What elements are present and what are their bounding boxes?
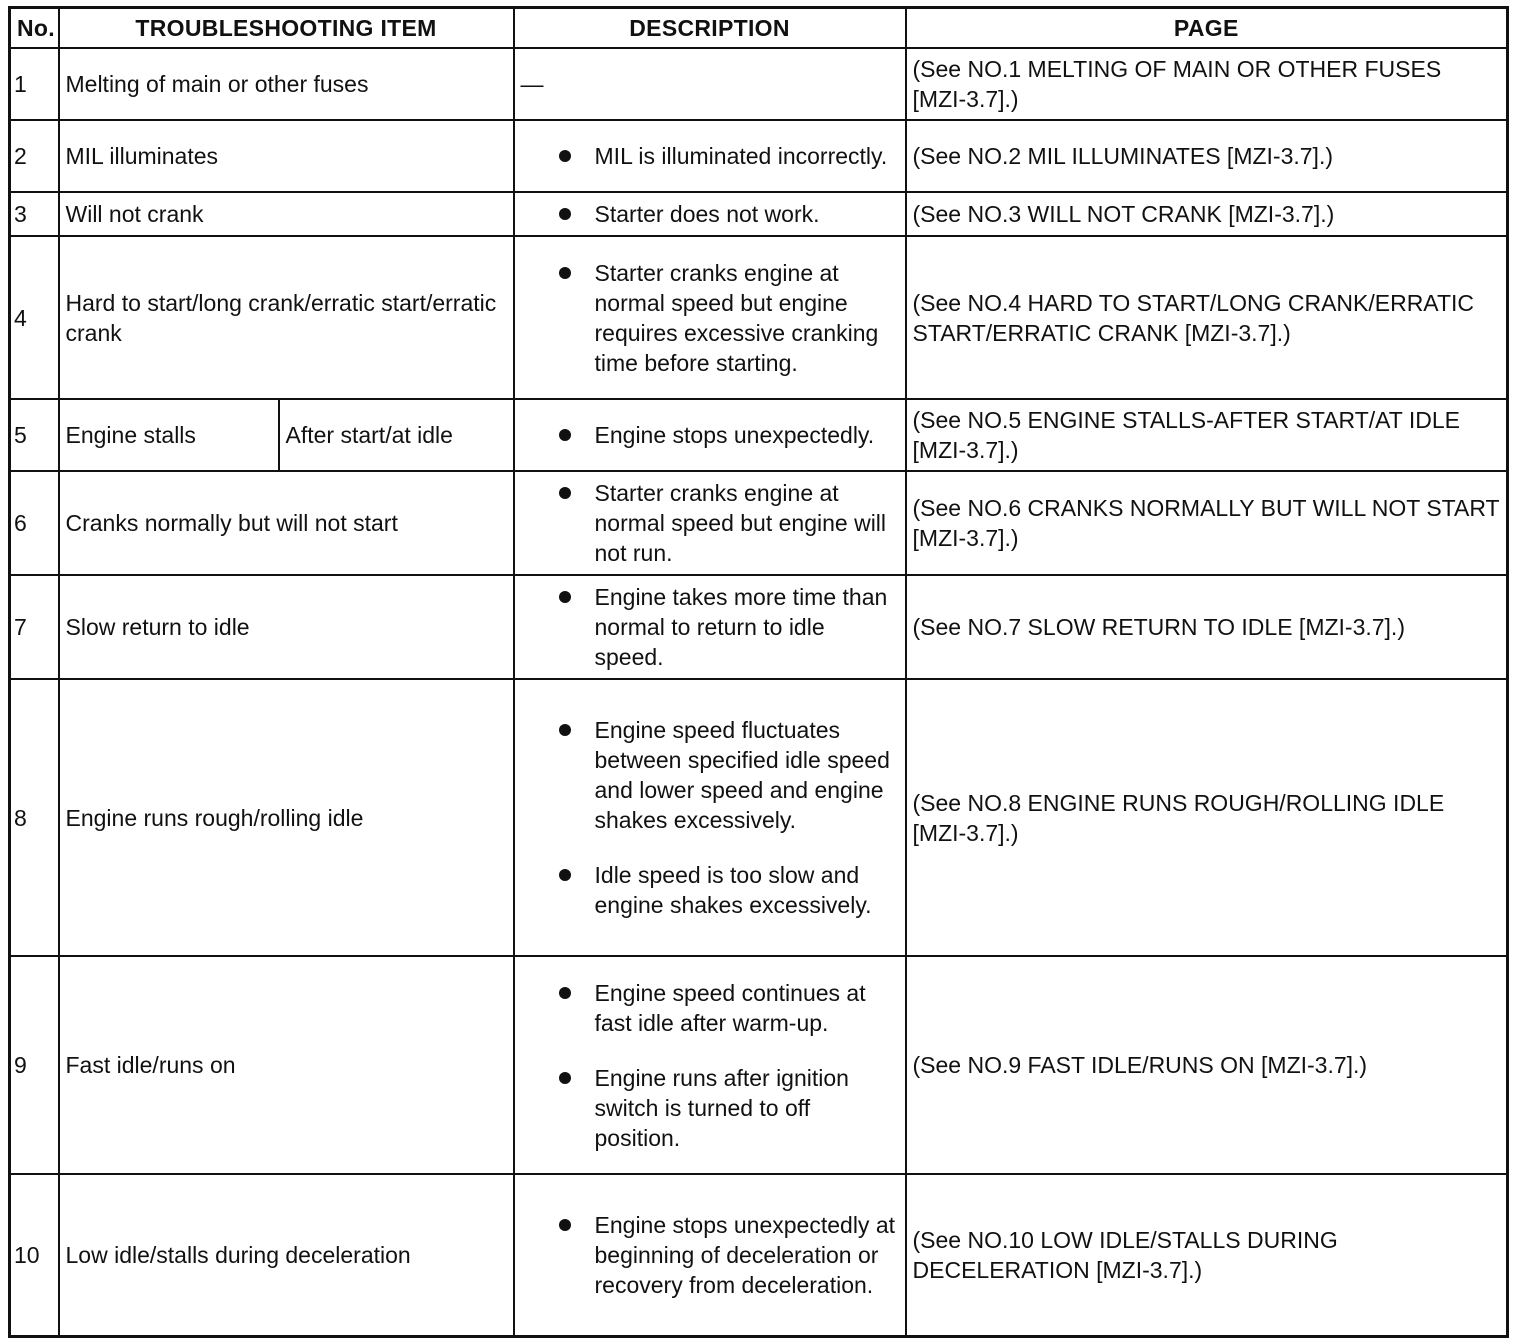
troubleshooting-item: Cranks normally but will not start xyxy=(59,471,514,575)
description-cell xyxy=(514,575,906,679)
description-text: Engine stops unexpectedly. xyxy=(594,422,875,448)
page-reference: (See NO.2 MIL ILLUMINATES [MZI-3.7].) xyxy=(906,120,1508,192)
description-bullet xyxy=(559,258,899,378)
troubleshooting-item: Engine stalls xyxy=(59,399,279,471)
description-cell xyxy=(514,956,906,1174)
description-text: Engine speed fluctuates between specified idle speed and lower speed and engine shakes excessively. xyxy=(594,717,890,833)
row-number: 10 xyxy=(10,1174,59,1336)
troubleshooting-item: Low idle/stalls during deceleration xyxy=(59,1174,514,1336)
table-row xyxy=(10,399,1508,471)
description-dash: — xyxy=(514,48,906,120)
description-bullet xyxy=(559,1210,899,1300)
table-row xyxy=(10,192,1508,236)
description-bullet xyxy=(559,420,899,450)
header-row xyxy=(10,8,1508,49)
troubleshooting-table xyxy=(8,6,1509,1338)
bullet-icon xyxy=(559,591,571,603)
row-number: 6 xyxy=(10,471,59,575)
description-cell xyxy=(514,399,906,471)
table-row xyxy=(10,956,1508,1174)
bullet-icon xyxy=(559,487,571,499)
bullet-icon xyxy=(559,1219,571,1231)
description-text: Starter cranks engine at normal speed but engine requires excessive cranking time before starting. xyxy=(594,259,879,376)
bullet-icon xyxy=(559,869,571,881)
bullet-icon xyxy=(559,208,571,220)
description-bullet xyxy=(559,860,899,920)
description-cell xyxy=(514,679,906,956)
table-row xyxy=(10,575,1508,679)
description-text: Idle speed is too slow and engine shakes excessively. xyxy=(594,862,872,918)
header-page: PAGE xyxy=(906,8,1508,49)
description-cell xyxy=(514,236,906,399)
description-bullet xyxy=(559,1063,899,1153)
bullet-icon xyxy=(559,724,571,736)
row-number: 9 xyxy=(10,956,59,1174)
row-number: 1 xyxy=(10,48,59,120)
row-number: 4 xyxy=(10,236,59,399)
description-cell xyxy=(514,471,906,575)
description-cell xyxy=(514,1174,906,1336)
description-text: MIL is illuminated incorrectly. xyxy=(594,143,888,169)
row-number: 8 xyxy=(10,679,59,956)
description-cell xyxy=(514,120,906,192)
description-text: Starter does not work. xyxy=(594,201,820,227)
description-text: Engine stops unexpectedly at beginning of deceleration or recovery from deceleration. xyxy=(594,1211,895,1298)
troubleshooting-item: Slow return to idle xyxy=(59,575,514,679)
table-row xyxy=(10,48,1508,120)
table-row xyxy=(10,679,1508,956)
page-reference: (See NO.9 FAST IDLE/RUNS ON [MZI-3.7].) xyxy=(906,956,1508,1174)
page-reference: (See NO.4 HARD TO START/LONG CRANK/ERRATIC START/ERRATIC CRANK [MZI-3.7].) xyxy=(906,236,1508,399)
description-bullet xyxy=(559,715,899,835)
troubleshooting-item: MIL illuminates xyxy=(59,120,514,192)
row-number: 7 xyxy=(10,575,59,679)
troubleshooting-item: Melting of main or other fuses xyxy=(59,48,514,120)
troubleshooting-item: Hard to start/long crank/erratic start/erratic crank xyxy=(59,236,514,399)
page-reference: (See NO.7 SLOW RETURN TO IDLE [MZI-3.7].) xyxy=(906,575,1508,679)
row-number: 3 xyxy=(10,192,59,236)
table-row xyxy=(10,120,1508,192)
description-bullet xyxy=(559,141,899,171)
troubleshooting-item: Engine runs rough/rolling idle xyxy=(59,679,514,956)
table-row xyxy=(10,471,1508,575)
bullet-icon xyxy=(559,150,571,162)
table-row xyxy=(10,236,1508,399)
page-reference: (See NO.6 CRANKS NORMALLY BUT WILL NOT START [MZI-3.7].) xyxy=(906,471,1508,575)
troubleshooting-item: Will not crank xyxy=(59,192,514,236)
bullet-icon xyxy=(559,1072,571,1084)
description-bullet xyxy=(559,478,899,568)
page-reference: (See NO.3 WILL NOT CRANK [MZI-3.7].) xyxy=(906,192,1508,236)
bullet-icon xyxy=(559,267,571,279)
header-description: DESCRIPTION xyxy=(514,8,906,49)
description-text: Starter cranks engine at normal speed but engine will not run. xyxy=(594,480,887,566)
row-number: 2 xyxy=(10,120,59,192)
description-bullet xyxy=(559,582,899,672)
troubleshooting-item: Fast idle/runs on xyxy=(59,956,514,1174)
header-troubleshooting-item: TROUBLESHOOTING ITEM xyxy=(59,8,514,49)
description-text: Engine takes more time than normal to return to idle speed. xyxy=(594,584,888,670)
page-reference: (See NO.10 LOW IDLE/STALLS DURING DECELERATION [MZI-3.7].) xyxy=(906,1174,1508,1336)
header-no: No. xyxy=(10,8,59,49)
description-text: Engine runs after ignition switch is turned to off position. xyxy=(594,1064,849,1151)
page-reference: (See NO.1 MELTING OF MAIN OR OTHER FUSES [MZI-3.7].) xyxy=(906,48,1508,120)
table-row xyxy=(10,1174,1508,1336)
bullet-icon xyxy=(559,987,571,999)
page-reference: (See NO.8 ENGINE RUNS ROUGH/ROLLING IDLE [MZI-3.7].) xyxy=(906,679,1508,956)
page-reference: (See NO.5 ENGINE STALLS-AFTER START/AT IDLE [MZI-3.7].) xyxy=(906,399,1508,471)
description-cell xyxy=(514,192,906,236)
row-number: 5 xyxy=(10,399,59,471)
bullet-icon xyxy=(559,429,571,441)
troubleshooting-subitem: After start/at idle xyxy=(279,399,514,471)
description-bullet xyxy=(559,978,899,1038)
description-bullet xyxy=(559,199,899,229)
description-text: Engine speed continues at fast idle after warm-up. xyxy=(594,979,866,1036)
